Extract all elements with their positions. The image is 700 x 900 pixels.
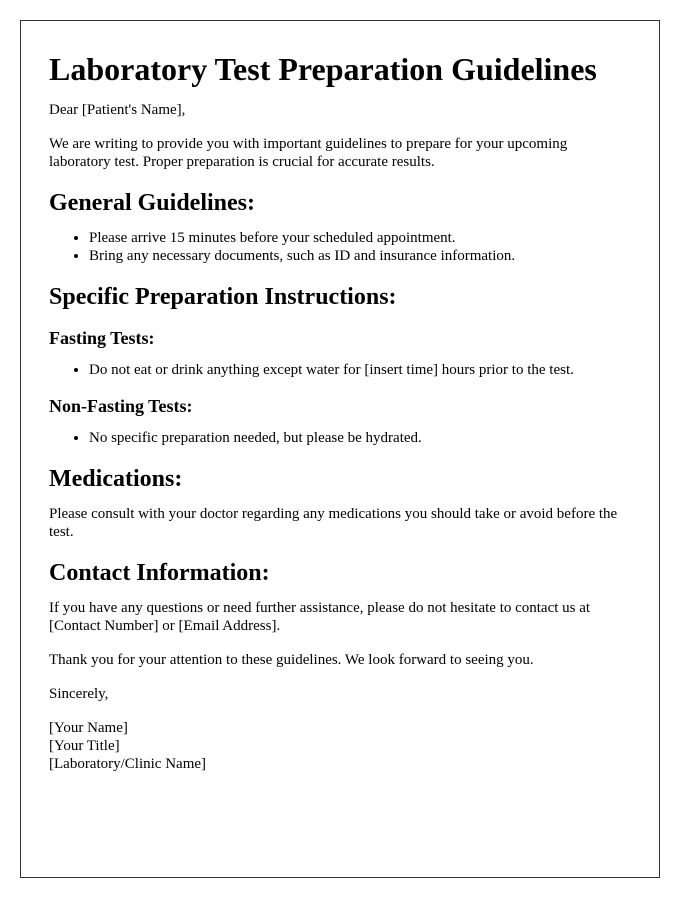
list-item: • Do not eat or drink anything except water for [insert time] hours prior to the test. xyxy=(89,361,631,379)
list-item: • No specific preparation needed, but please be hydrated. xyxy=(89,429,631,447)
list-item: • Bring any necessary documents, such as ID and insurance information. xyxy=(89,247,631,265)
medications-heading: Medications: xyxy=(49,466,183,492)
signature-organization: [Laboratory/Clinic Name] xyxy=(49,756,207,772)
letter-container xyxy=(20,20,660,878)
intro-paragraph: We are writing to provide you with important guidelines to prepare for your upcoming laboratory test. Proper preparation is crucial for accurate results. xyxy=(49,136,568,170)
non-fasting-tests-heading: Non-Fasting Tests: xyxy=(49,396,193,416)
signature xyxy=(49,719,631,773)
signature-title: [Your Title] xyxy=(49,738,120,754)
fasting-tests-heading: Fasting Tests: xyxy=(49,328,155,348)
signoff: Sincerely, xyxy=(49,686,109,702)
non-fasting-tests-list xyxy=(49,429,631,447)
general-guidelines-list xyxy=(49,229,631,265)
signature-name: [Your Name] xyxy=(49,720,128,736)
fasting-tests-list xyxy=(49,361,631,379)
closing-paragraph: Thank you for your attention to these guidelines. We look forward to seeing you. xyxy=(49,652,534,668)
specific-instructions-heading: Specific Preparation Instructions: xyxy=(49,284,397,310)
list-item: • Please arrive 15 minutes before your scheduled appointment. xyxy=(89,229,631,247)
contact-paragraph: If you have any questions or need further assistance, please do not hesitate to contact us at [Contact Number] or [Email Address]. xyxy=(49,600,591,634)
salutation: Dear [Patient's Name], xyxy=(49,102,186,118)
page-title: Laboratory Test Preparation Guidelines xyxy=(49,51,597,87)
closing-block xyxy=(49,651,631,773)
contact-heading: Contact Information: xyxy=(49,560,270,586)
medications-paragraph: Please consult with your doctor regarding any medications you should take or avoid before the test. xyxy=(49,506,618,540)
general-guidelines-heading: General Guidelines: xyxy=(49,190,255,216)
